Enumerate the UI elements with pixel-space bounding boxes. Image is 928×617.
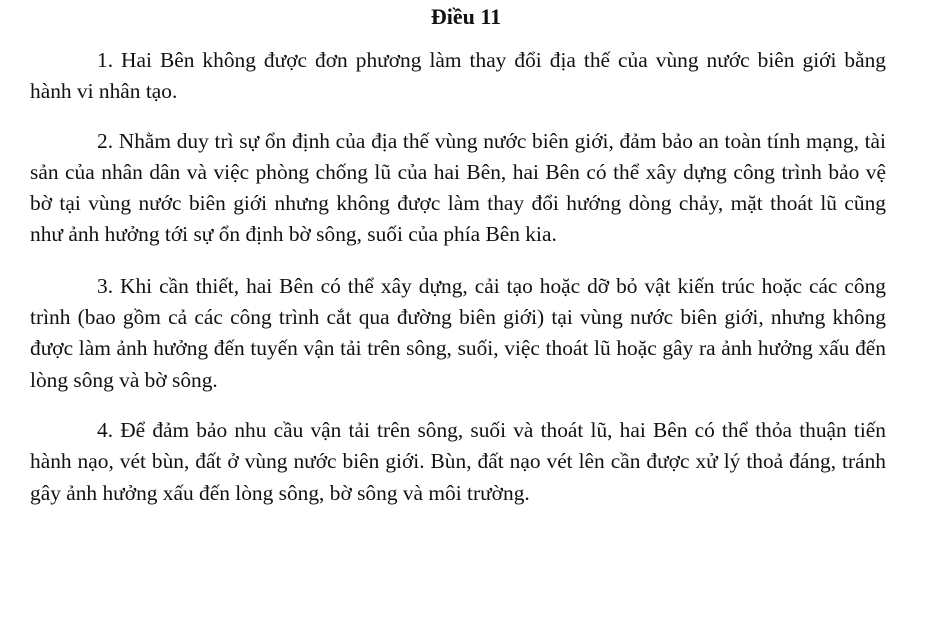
article-title: Điều 11 bbox=[430, 4, 502, 29]
paragraph-1: 1. Hai Bên không được đơn phương làm thay đổi địa thế của vùng nước biên giới bằng hành vi nhân tạo. bbox=[30, 48, 886, 104]
paragraph-3: 3. Khi cần thiết, hai Bên có thể xây dựng, cải tạo hoặc dỡ bỏ vật kiến trúc hoặc các công trình (bao gồm cả các công trình cắt qua đường biên giới) tại vùng nước biên giới, nhưng không được làm ảnh hưởng đến tuyến vận tải trên sông, suối, việc thoát lũ hoặc gây ra ảnh hưởng xấu đến lòng sông và bờ sông. bbox=[30, 273, 886, 392]
paragraph-4: 4. Để đảm bảo nhu cầu vận tải trên sông, suối và thoát lũ, hai Bên có thể thỏa thuận tiến hành nạo, vét bùn, đất ở vùng nước biên giới. Bùn, đất nạo vét lên cần được xử lý thoả đáng, tránh gây ảnh hưởng xấu đến lòng sông, bờ sông và môi trường. bbox=[30, 417, 886, 505]
paragraph-2: 2. Nhằm duy trì sự ổn định của địa thế vùng nước biên giới, đảm bảo an toàn tính mạng, tài sản của nhân dân và việc phòng chống lũ của hai Bên, hai Bên có thể xây dựng công trình bảo vệ bờ tại vùng nước biên giới nhưng không được làm thay đổi hướng dòng chảy, mặt thoát lũ cũng như ảnh hưởng tới sự ổn định bờ sông, suối của phía Bên kia. bbox=[30, 128, 886, 247]
